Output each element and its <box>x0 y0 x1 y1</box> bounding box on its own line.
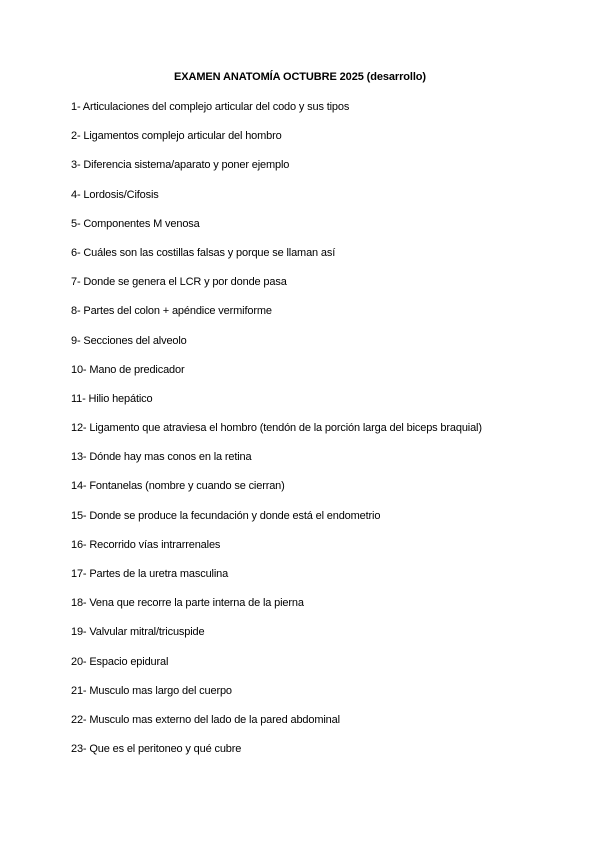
question-item: 4- Lordosis/Cifosis <box>71 188 159 201</box>
question-item: 11- Hilio hepático <box>71 392 153 405</box>
question-item: 16- Recorrido vías intrarrenales <box>71 538 221 551</box>
page-title: EXAMEN ANATOMÍA OCTUBRE 2025 (desarrollo) <box>174 71 426 83</box>
question-item: 2- Ligamentos complejo articular del hombro <box>71 130 282 143</box>
question-item: 5- Componentes M venosa <box>71 217 200 230</box>
question-item: 10- Mano de predicador <box>71 363 185 376</box>
question-item: 6- Cuáles son las costillas falsas y porque se llaman así <box>71 246 336 259</box>
question-item: 22- Musculo mas externo del lado de la pared abdominal <box>71 713 340 726</box>
question-item: 21- Musculo mas largo del cuerpo <box>71 684 232 697</box>
question-item: 1- Articulaciones del complejo articular del codo y sus tipos <box>71 101 350 113</box>
question-item: 17- Partes de la uretra masculina <box>71 568 229 580</box>
question-item: 19- Valvular mitral/tricuspide <box>71 626 205 639</box>
question-item: 9- Secciones del alveolo <box>71 334 187 347</box>
question-item: 3- Diferencia sistema/aparato y poner ejemplo <box>71 159 290 172</box>
question-item: 20- Espacio epidural <box>71 655 169 668</box>
question-item: 7- Donde se genera el LCR y por donde pasa <box>71 276 287 289</box>
question-item: 15- Donde se produce la fecundación y donde está el endometrio <box>71 509 381 522</box>
question-item: 14- Fontanelas (nombre y cuando se cierran) <box>71 480 285 493</box>
question-item: 12- Ligamento que atraviesa el hombro (tendón de la porción larga del biceps braquial) <box>71 422 482 435</box>
question-item: 18- Vena que recorre la parte interna de la pierna <box>71 597 304 610</box>
question-item: 8- Partes del colon + apéndice vermiforme <box>71 305 272 318</box>
question-list <box>71 100 482 771</box>
question-item: 13- Dónde hay mas conos en la retina <box>71 451 252 464</box>
question-item: 23- Que es el peritoneo y qué cubre <box>71 743 242 756</box>
